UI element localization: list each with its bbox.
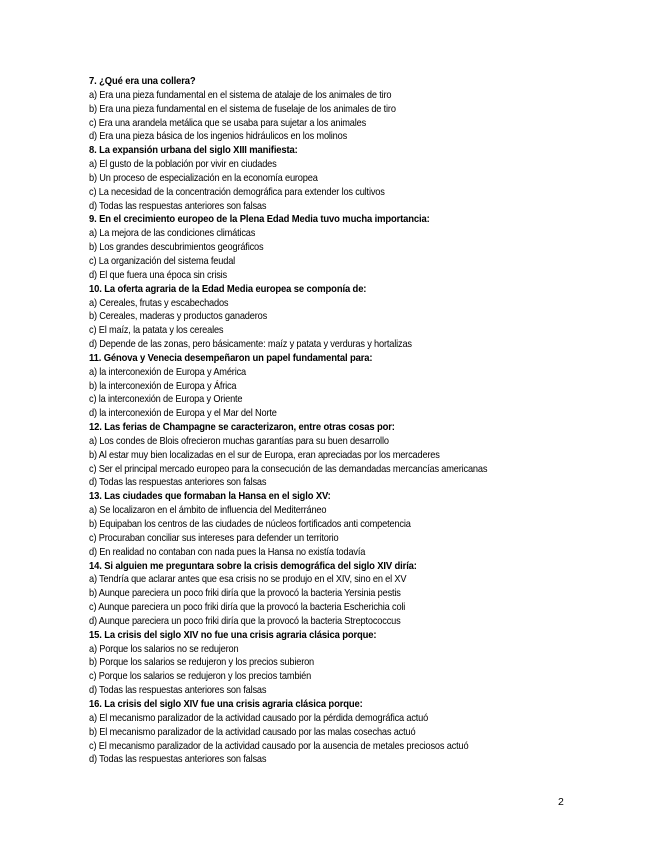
question-title: 14. Si alguien me preguntara sobre la crisis demográfica del siglo XIV diría: [89, 559, 417, 572]
question-list [89, 75, 629, 767]
question-12 [89, 421, 629, 490]
option-c: c) La necesidad de la concentración demográfica para extender los cultivos [89, 185, 385, 198]
option-c: c) La organización del sistema feudal [89, 254, 236, 267]
question-title: 11. Génova y Venecia desempeñaron un papel fundamental para: [89, 351, 373, 364]
option-d: d) En realidad no contaban con nada pues la Hansa no existía todavía [89, 545, 366, 558]
question-title: 12. Las ferias de Champagne se caracterizaron, entre otras cosas por: [89, 421, 395, 434]
question-8 [89, 144, 629, 213]
question-title: 10. La oferta agraria de la Edad Media europea se componía de: [89, 282, 367, 295]
option-c: c) Era una arandela metálica que se usaba para sujetar a los animales [89, 116, 367, 129]
option-d: d) la interconexión de Europa y el Mar del Norte [89, 407, 277, 420]
option-b: b) Aunque pareciera un poco friki diría que la provocó la bacteria Yersinia pestis [89, 587, 401, 600]
option-b: b) Porque los salarios se redujeron y los precios subieron [89, 656, 315, 669]
option-c: c) El mecanismo paralizador de la actividad causado por la ausencia de metales preciosos actuó [89, 739, 469, 752]
option-a: a) Tendría que aclarar antes que esa crisis no se produjo en el XIV, sino en el XV [89, 573, 407, 586]
question-11 [89, 352, 629, 421]
option-b: b) El mecanismo paralizador de la actividad causado por las malas cosechas actuó [89, 725, 416, 738]
option-a: a) Cereales, frutas y escabechados [89, 296, 229, 309]
option-d: d) Todas las respuestas anteriores son falsas [89, 684, 267, 697]
option-c: c) la interconexión de Europa y Oriente [89, 393, 243, 406]
question-title: 7. ¿Qué era una collera? [89, 75, 196, 87]
option-a: a) El gusto de la población por vivir en ciudades [89, 158, 277, 171]
question-15 [89, 629, 629, 698]
option-a: a) Era una pieza fundamental en el sistema de atalaje de los animales de tiro [89, 88, 392, 101]
option-b: b) Los grandes descubrimientos geográficos [89, 241, 264, 254]
question-7 [89, 75, 629, 144]
option-c: c) Aunque pareciera un poco friki diría que la provocó la bacteria Escherichia coli [89, 601, 406, 614]
question-14 [89, 560, 629, 629]
question-title: 16. La crisis del siglo XIV fue una crisis agraria clásica porque: [89, 697, 363, 710]
option-c: c) Procuraban conciliar sus intereses para defender un territorio [89, 531, 339, 544]
question-16 [89, 698, 629, 767]
question-title: 8. La expansión urbana del siglo XIII manifiesta: [89, 144, 298, 157]
option-a: a) La mejora de las condiciones climáticas [89, 227, 256, 240]
option-b: b) la interconexión de Europa y África [89, 379, 237, 392]
option-a: a) Los condes de Blois ofrecieron muchas garantías para su buen desarrollo [89, 434, 389, 447]
page-number: 2 [558, 796, 564, 808]
option-d: d) Todas las respuestas anteriores son falsas [89, 476, 267, 489]
option-b: b) Equipaban los centros de las ciudades de núcleos fortificados anti competencia [89, 518, 411, 530]
option-d: d) Todas las respuestas anteriores son falsas [89, 199, 267, 212]
option-b: b) Al estar muy bien localizadas en el sur de Europa, eran apreciadas por los mercaderes [89, 448, 440, 461]
option-d: d) Depende de las zonas, pero básicamente: maíz y patata y verduras y hortalizas [89, 338, 412, 351]
option-a: a) El mecanismo paralizador de la actividad causado por la pérdida demográfica actuó [89, 711, 429, 724]
option-c: c) Porque los salarios se redujeron y los precios también [89, 670, 312, 683]
question-title: 9. En el crecimiento europeo de la Plena Edad Media tuvo mucha importancia: [89, 213, 430, 226]
option-d: d) Aunque pareciera un poco friki diría que la provocó la bacteria Streptococcus [89, 614, 401, 627]
option-d: d) Era una pieza básica de los ingenios hidráulicos en los molinos [89, 130, 348, 143]
question-9 [89, 213, 629, 282]
question-title: 15. La crisis del siglo XIV no fue una crisis agraria clásica porque: [89, 628, 377, 641]
option-c: c) El maíz, la patata y los cereales [89, 324, 224, 337]
option-d: d) El que fuera una época sin crisis [89, 268, 227, 281]
option-a: a) Porque los salarios no se redujeron [89, 642, 239, 655]
option-b: b) Era una pieza fundamental en el sistema de fuselaje de los animales de tiro [89, 102, 396, 115]
question-10 [89, 283, 629, 352]
option-a: a) la interconexión de Europa y América [89, 365, 246, 378]
option-a: a) Se localizaron en el ámbito de influencia del Mediterráneo [89, 504, 327, 517]
option-b: b) Cereales, maderas y productos ganaderos [89, 310, 268, 323]
question-title: 13. Las ciudades que formaban la Hansa en el siglo XV: [89, 490, 331, 503]
option-d: d) Todas las respuestas anteriores son falsas [89, 753, 267, 766]
option-b: b) Un proceso de especialización en la economía europea [89, 171, 318, 184]
question-13 [89, 490, 629, 559]
option-c: c) Ser el principal mercado europeo para la consecución de las demandadas mercancías americanas [89, 462, 488, 475]
